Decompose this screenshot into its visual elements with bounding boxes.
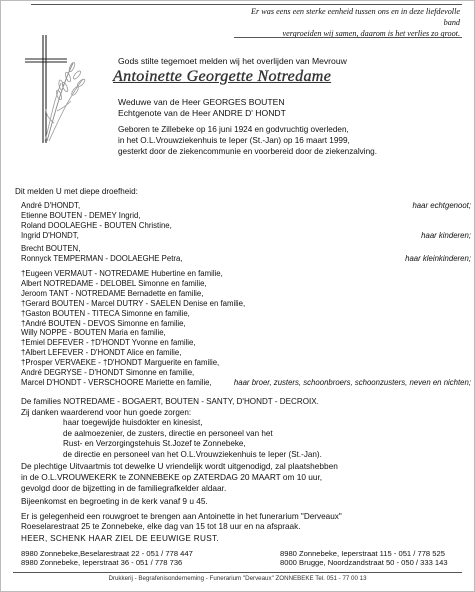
family-name: André D'HONDT,	[21, 201, 81, 210]
family-group-spouse-children	[21, 201, 471, 241]
family-name: Brecht BOUTEN,	[21, 244, 81, 253]
family-name: †André BOUTEN - DEVOS Simonne en familie,	[21, 318, 186, 328]
spouse-line: Echtgenote van de Heer ANDRE D' HONDT	[118, 108, 286, 118]
address-line: 8980 Zonnebeke, Ieperstraat 36 - 051 / 778 736	[21, 558, 183, 568]
family-name: †Emiel DEFEVER - †D'HONDT Yvonne en familie,	[21, 338, 196, 348]
family-row	[21, 231, 471, 241]
quote-line: vergroeiden wij samen, daarom is het verlies zo groot.	[282, 29, 460, 38]
family-row	[21, 201, 471, 211]
family-name: †Albert LEFEVER - D'HONDT Alice en familie,	[21, 348, 182, 358]
relation-label: haar kleinkinderen;	[405, 253, 471, 263]
family-name: †Eugeen VERMAUT - NOTREDAME Hubertine en familie,	[21, 269, 223, 278]
vigil-info	[21, 512, 342, 532]
thanks-line: Rust- en Verzorgingstehuis St.Jozef te Zonnebeke,	[63, 439, 246, 449]
thanks-section	[21, 408, 322, 460]
family-name: Roland DOOLAEGHE - BOUTEN Christine,	[21, 220, 172, 230]
gathering-info: Bijeenkomst en begroeting in de kerk vanaf 9 u 45.	[21, 496, 208, 506]
family-name: Marcel D'HONDT - VERSCHOORE Mariette en familie,	[21, 377, 212, 387]
funeral-line: De plechtige Uitvaartmis tot dewelke U vriendelijk wordt uitgenodigd, zal plaatshebben	[21, 461, 338, 471]
marital-status	[118, 97, 286, 119]
quote-line: Er was eens een sterke eenheid tussen ons en in deze liefdevolle band	[251, 7, 460, 27]
address-line: 8980 Zonnebeke, Ieperstraat 115 - 051 / 778 525	[280, 549, 445, 558]
funeral-line: in de O.L.VROUWEKERK te ZONNEBEKE op ZATERDAG 20 MAART om 10 uur,	[21, 472, 323, 482]
funeral-line: gevolgd door de bijzetting in de familiegrafkelder aldaar.	[21, 483, 227, 493]
family-row	[21, 254, 471, 264]
family-name: Jeroom TANT - NOTREDAME Bernadette en familie,	[21, 288, 204, 298]
death-line: in het O.L.Vrouwziekenhuis te Ieper (St.-Jan) op 16 maart 1999,	[118, 136, 350, 145]
relation-label: haar echtgenoot;	[412, 201, 471, 210]
relation-label: haar kinderen;	[421, 230, 471, 240]
address-line: 8000 Brugge, Noordzandstraat 50 - 050 / 333 143	[280, 558, 448, 568]
family-name: Ingrid D'HONDT,	[21, 230, 79, 240]
relation-label: haar broer, zusters, schoonbroers, schoonzusters, neven en nichten;	[233, 377, 471, 387]
family-name: Willy NOPPE - BOUTEN Maria en familie,	[21, 328, 166, 338]
address-line: 8980 Zonnebeke,Beselarestraat 22 - 051 / 778 447	[21, 549, 193, 558]
birth-line: Geboren te Zillebeke op 16 juni 1924 en godvruchtig overleden,	[118, 125, 349, 134]
families-line: De families NOTREDAME - BOGAERT, BOUTEN - SANTY, D'HONDT - DECROIX.	[21, 397, 319, 406]
thanks-line: de directie en personeel van het O.L.Vrouwziekenhuis te Ieper (St.-Jan).	[63, 449, 322, 459]
printer-credit: Drukkerij - Begrafenisonderneming - Funerarium "Derveaux" ZONNEBEKE Tel. 051 - 77 00 13	[108, 575, 367, 582]
family-group-siblings	[21, 269, 471, 388]
thanks-line: de aalmoezenier, de zusters, directie en personeel van het	[63, 428, 273, 438]
family-name: †Prosper VERVAEKE - †D'HONDT Marguerite en familie,	[21, 358, 220, 368]
funeral-details	[21, 461, 338, 494]
intro-text: Gods stilte tegemoet melden wij het overlijden van Mevrouw	[118, 56, 347, 66]
address-block-right	[280, 549, 448, 568]
family-group-grandchildren	[21, 244, 471, 264]
family-name: †Gaston BOUTEN - TITECA Simonne en familie,	[21, 308, 190, 318]
family-row	[21, 378, 471, 388]
family-name: Etienne BOUTEN - DEMEY Ingrid,	[21, 210, 141, 220]
address-block-left	[21, 549, 193, 568]
family-name: Ronnyck TEMPERMAN - DOOLAEGHE Petra,	[21, 253, 183, 263]
mourners-intro: Dit melden U met diepe droefheid:	[15, 187, 138, 196]
birth-death-details	[118, 124, 468, 157]
widow-line: Weduwe van de Heer GEORGES BOUTEN	[118, 97, 285, 107]
sacrament-line: gesterkt door de ziekencommunie en voorbereid door de ziekenzalving.	[118, 147, 377, 156]
quote-divider	[234, 37, 462, 38]
thanks-intro: Zij danken waarderend voor hun goede zorgen:	[21, 408, 192, 417]
family-name: †Gerard BOUTEN - Marcel DUTRY - SAELEN Denise en familie,	[21, 298, 246, 308]
family-name: Albert NOTREDAME - DELOBEL Simonne en familie,	[21, 278, 207, 288]
closing-prayer: HEER, SCHENK HAAR ZIEL DE EEUWIGE RUST.	[21, 534, 219, 543]
top-divider	[31, 4, 462, 5]
vigil-line: Er is gelegenheid een rouwgroet te brengen aan Antoinette in het funerarium "Derveaux"	[21, 512, 342, 521]
deceased-name: Antoinette Georgette Notredame	[113, 68, 332, 85]
cross-with-wheat-icon	[21, 33, 91, 145]
family-name: André DEGRYSE - D'HONDT Simonne en familie,	[21, 368, 195, 378]
thanks-line: haar toegewijde huisdokter en kinesist,	[63, 418, 203, 428]
bottom-divider	[13, 572, 462, 573]
vigil-line: Roeselarestraat 25 te Zonnebeke, elke dag van 15 tot 18 uur en na afspraak.	[21, 522, 301, 531]
memorial-quote	[240, 6, 460, 39]
